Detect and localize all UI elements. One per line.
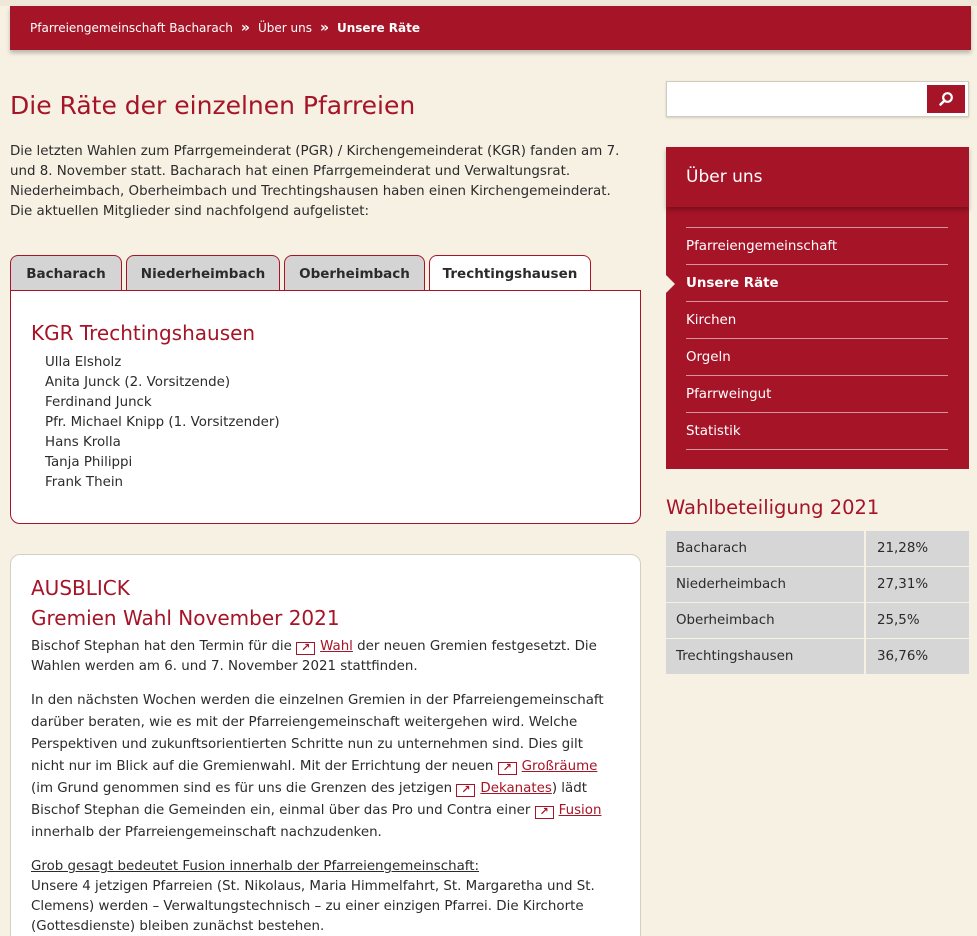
sidebar-item-pfarrweingut[interactable]: Pfarrweingut [686, 376, 948, 413]
ausblick-subheading: Gremien Wahl November 2021 [31, 606, 340, 630]
tab-oberheimbach[interactable]: Oberheimbach [284, 255, 425, 291]
sidebar-nav [666, 147, 969, 469]
ausblick-heading: AUSBLICK [31, 576, 130, 600]
turnout-value: 36,76% [866, 639, 969, 675]
sidebar-item-pfarreiengemeinschaft[interactable]: Pfarreiengemeinschaft [686, 228, 948, 265]
breadcrumb [10, 6, 971, 50]
list-item: Anita Junck (2. Vorsitzende) [45, 375, 231, 390]
turnout-value: 25,5% [866, 603, 969, 639]
sidebar-item-statistik[interactable]: Statistik [686, 413, 948, 450]
list-item: Hans Krolla [45, 435, 121, 450]
ausblick-paragraph-3: Grob gesagt bedeutet Fusion innerhalb der Pfarreiengemeinschaft: Unsere 4 jetzigen Pfarreien (St. Nikolaus, Maria Himmelfahrt, St. Margaretha und St. Clemens) werden – Verwaltungstechnisch – zu einer einzigen Pfarrei. Die Kirchorte (Gottesdienste) bleiben zunächst bestehen. [31, 859, 595, 934]
link-dekanates[interactable]: Dekanates [480, 781, 552, 796]
turnout-name: Niederheimbach [666, 567, 866, 603]
external-link-icon: ↗ [296, 642, 315, 655]
search-button[interactable] [927, 85, 965, 113]
tab-bar [10, 255, 595, 292]
page-title: Die Räte der einzelnen Pfarreien [10, 91, 416, 120]
list-item: Frank Thein [45, 475, 124, 490]
external-link-icon: ↗ [456, 784, 475, 797]
breadcrumb-separator: » [319, 20, 329, 36]
intro-text: Die letzten Wahlen zum Pfarrgemeinderat (PGR) / Kirchengemeinderat (KGR) fanden am 7. und 8. November statt. Bacharach hat einen Pfarrgemeinderat und Verwaltungsrat. Niederheimbach, Oberheimbach und Trechtingshausen haben einen Kirchengemeinderat. Die aktuellen Mitglieder sind nachfolgend aufgelistet: [10, 144, 620, 219]
main-content [10, 80, 641, 934]
sidebar-item-unsere-raete[interactable]: Unsere Räte [686, 265, 948, 302]
turnout-name: Bacharach [666, 531, 866, 567]
list-item: Ulla Elsholz [45, 355, 122, 370]
list-item: Tanja Philippi [45, 455, 133, 470]
ausblick-paragraph-2: In den nächsten Wochen werden die einzelnen Gremien in der Pfarreiengemeinschaft darüber beraten, wie es mit der Pfarreiengemeinschaft weitergehen wird. Welche Perspektiven und zukunftsorientierten Schritte nun zu unternehmen sind. Dies gilt nicht nur im Blick auf die Gremienwahl. Mit der Errichtung der neuen ↗ Großräume (im Grund genommen sind es für uns die Grenzen des jetzigen ↗ Dekanates) lädt Bischof Stephan die Gemeinden ein, einmal über das Pro und Contra einer ↗ Fusion innerhalb der Pfarreiengemeinschaft nachzudenken. [31, 693, 604, 840]
breadcrumb-current: Unsere Räte [337, 21, 421, 35]
fusion-heading: Grob gesagt bedeutet Fusion innerhalb der Pfarreiengemeinschaft: [31, 859, 480, 874]
active-indicator [665, 274, 675, 294]
turnout-value: 27,31% [866, 567, 969, 603]
list-item: Pfr. Michael Knipp (1. Vorsitzender) [45, 415, 280, 430]
turnout-name: Oberheimbach [666, 603, 866, 639]
link-wahl[interactable]: Wahl [320, 639, 353, 654]
breadcrumb-separator: » [240, 20, 250, 36]
link-grossraeume[interactable]: Großräume [521, 759, 598, 774]
ausblick-box [10, 554, 641, 936]
sidebar-item-orgeln[interactable]: Orgeln [686, 339, 948, 376]
table-row [666, 531, 969, 567]
ausblick-paragraph-1: Bischof Stephan hat den Termin für die ↗ Wahl der neuen Gremien festgesetzt. Die Wahlen werden am 6. und 7. November 2021 stattfinden. [31, 639, 597, 674]
search-input[interactable] [667, 82, 925, 116]
tab-panel [10, 290, 641, 524]
turnout-name: Trechtingshausen [666, 639, 866, 675]
breadcrumb-link-ueber-uns[interactable]: Über uns [257, 21, 312, 35]
sidebar-item-kirchen[interactable]: Kirchen [686, 302, 948, 339]
tab-bacharach[interactable]: Bacharach [10, 255, 122, 291]
sidebar-nav-title: Über uns [666, 147, 969, 207]
breadcrumb-link-home[interactable]: Pfarreiengemeinschaft Bacharach [30, 21, 233, 35]
search-box [666, 81, 969, 117]
panel-heading: KGR Trechtingshausen [31, 321, 256, 345]
turnout-table [666, 531, 969, 675]
tab-niederheimbach[interactable]: Niederheimbach [126, 255, 280, 291]
list-item: Ferdinand Junck [45, 395, 152, 410]
turnout-title: Wahlbeteiligung 2021 [666, 496, 880, 519]
external-link-icon: ↗ [498, 762, 517, 775]
table-row [666, 567, 969, 603]
table-row [666, 639, 969, 675]
table-row [666, 603, 969, 639]
turnout-value: 21,28% [866, 531, 969, 567]
tab-trechtingshausen[interactable]: Trechtingshausen [429, 255, 591, 292]
member-list [31, 353, 620, 493]
external-link-icon: ↗ [535, 806, 554, 819]
magnifier-icon [938, 91, 954, 107]
link-fusion[interactable]: Fusion [558, 803, 602, 818]
